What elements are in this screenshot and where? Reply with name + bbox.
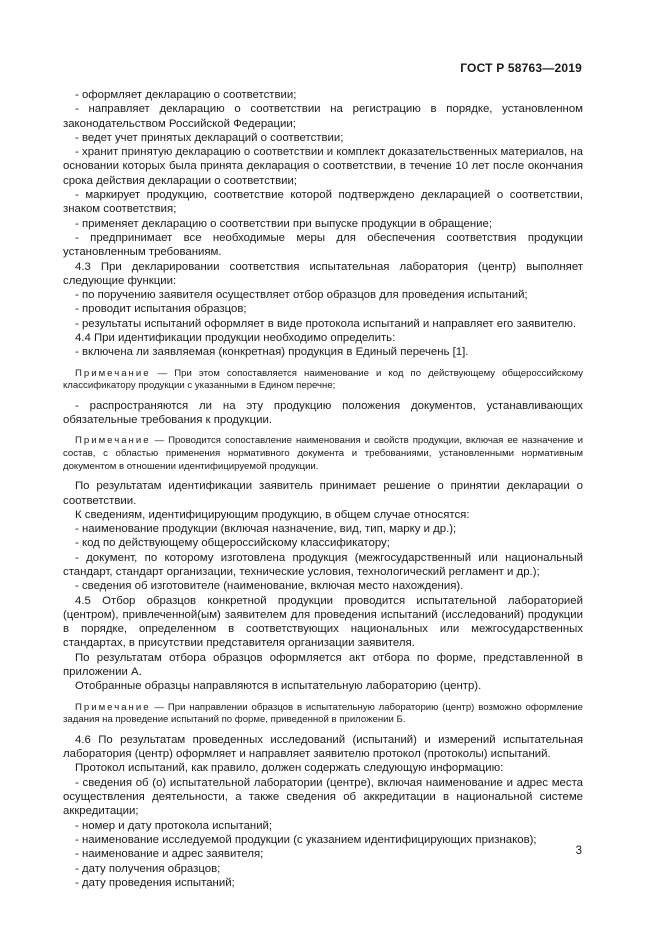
paragraph: - наименование продукции (включая назначение, вид, тип, марку и др.); — [75, 523, 457, 536]
note-label: Примечание — [75, 367, 151, 379]
paragraph: - дату проведения испытаний; — [75, 876, 235, 889]
paragraph: - по поручению заявителя осуществляет отбор образцов для проведения испытаний; — [75, 289, 528, 302]
paragraph: - распространяются ли на эту продукцию положения документов, устанавливающих обязательные требования к продукции. — [63, 399, 583, 427]
section-4-3: 4.3 При декларировании соответствия испытательная лаборатория (центр) выполняет следующие функции: — [63, 260, 583, 287]
paragraph: - код по действующему общероссийскому классификатору; — [75, 537, 390, 550]
section-4-6: 4.6 По результатам проведенных исследований (испытаний) и измерений испытательная лаборатория (центр) оформляет и направляет заявителю протокол (протоколы) испытаний. — [63, 733, 583, 761]
note-label: Примечание — [75, 701, 151, 713]
note-text: — При направлении образцов в испытательную лабораторию (центр) возможно оформление задания на проведение испытаний по форме, приведенной в приложении Б. — [63, 701, 583, 726]
document-code: ГОСТ Р 58763—2019 — [460, 61, 582, 75]
paragraph: По результатам отбора образцов оформляется акт отбора по форме, представленной в приложении А. — [63, 651, 583, 679]
paragraph: - сведения об (о) испытательной лаборатории (центре), включая наименование и адрес места осуществления деятельности, а также сведения об аккредитации в национальной системе аккредитации; — [63, 776, 583, 818]
note-text: — При этом сопоставляется наименование и код по действующему общероссийскому классификатору продукции с указанными в Едином перечне; — [63, 367, 583, 392]
note-label: Примечание — [75, 435, 151, 447]
paragraph: Протокол испытаний, как правило, должен содержать следующую информацию: — [75, 762, 504, 775]
paragraph: - наименование и адрес заявителя; — [75, 848, 264, 861]
paragraph: - наименование исследуемой продукции (с указанием идентифицирующих признаков); — [75, 833, 537, 846]
note-3 — [63, 702, 583, 727]
paragraph: - ведет учет принятых деклараций о соответствии; — [75, 131, 344, 144]
section-4-5: 4.5 Отбор образцов конкретной продукции проводится испытательной лабораторией (центром), привлеченной(ым) заявителем для проведения испытаний (исследований) продукции в порядке, определенном в соответствующих национальных или межгосударственных стандартах, в присутствии представителя организации заявителя. — [63, 594, 583, 650]
paragraph: - направляет декларацию о соответствии на регистрацию в порядке, установленном законодательством Российской Федерации; — [63, 103, 583, 130]
paragraph: К сведениям, идентифицирующим продукцию, в общем случае относятся: — [75, 508, 470, 521]
paragraph: - проводит испытания образцов; — [75, 303, 247, 316]
note-1 — [63, 368, 583, 393]
note-text: — Проводится сопоставление наименования и свойств продукции, включая ее назначение и состав, с областью применения нормативного документа и требованиями, установленными нормативным документом в отношении идентифицируемой продукции. — [63, 435, 583, 472]
paragraph: - номер и дату протокола испытаний; — [75, 819, 273, 832]
paragraph: - маркирует продукцию, соответствие которой подтверждено декларацией о соответствии, знаком соответствия; — [63, 189, 583, 216]
page-number: 3 — [575, 845, 582, 857]
paragraph: Отобранные образцы направляются в испытательную лабораторию (центр). — [75, 680, 482, 693]
paragraph: - включена ли заявляемая (конкретная) продукция в Единый перечень [1]. — [75, 346, 469, 359]
paragraph: - хранит принятую декларацию о соответствии и комплект доказательственных материалов, на основании которых была принята декларация о соответствии, в течение 10 лет после окончания срока действия декларации о соответствии; — [63, 146, 583, 187]
paragraph: - предпринимает все необходимые меры для обеспечения соответствия продукции установленным требованиям. — [63, 231, 583, 259]
paragraph: - применяет декларацию о соответствии при выпуске продукции в обращение; — [75, 217, 493, 230]
note-2 — [63, 435, 583, 473]
paragraph: - дату получения образцов; — [75, 862, 221, 875]
paragraph: - документ, по которому изготовлена продукция (межгосударственный или национальный стандарт, стандарт организации, технические условия, технологический регламент и др.); — [63, 551, 583, 578]
paragraph: - сведения об изготовителе (наименование, включая место нахождения). — [75, 580, 464, 593]
paragraph: - результаты испытаний оформляет в виде протокола испытаний и направляет его заявителю. — [75, 317, 577, 330]
section-4-4: 4.4 При идентификации продукции необходимо определить: — [75, 332, 396, 345]
paragraph: - оформляет декларацию о соответствии; — [75, 89, 297, 101]
paragraph: По результатам идентификации заявитель принимает решение о принятии декларации о соответствии. — [63, 480, 583, 507]
document-body — [63, 88, 583, 890]
